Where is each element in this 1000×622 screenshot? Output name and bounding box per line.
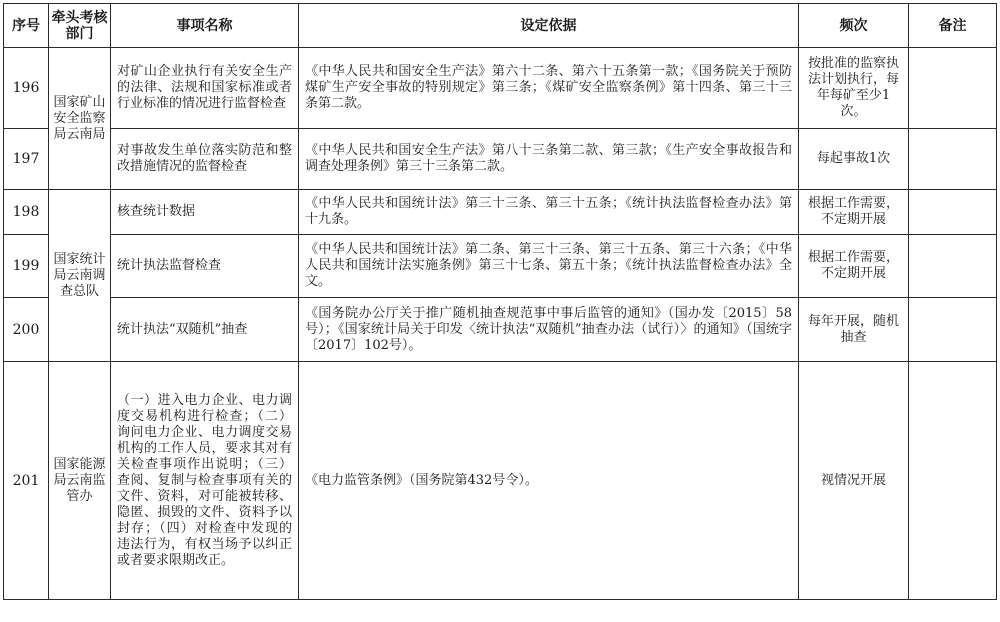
header-note: 备注 <box>909 4 997 48</box>
item-cell: 统计执法监督检查 <box>111 235 299 298</box>
freq-cell: 根据工作需要，不定期开展 <box>799 190 909 235</box>
freq-cell: 按批准的监察执法计划执行，每年每矿至少1次。 <box>799 48 909 129</box>
row-number: 198 <box>4 190 49 235</box>
header-freq: 频次 <box>799 4 909 48</box>
header-no: 序号 <box>4 4 49 48</box>
basis-cell: 《电力监管条例》（国务院第432号令）。 <box>299 362 799 600</box>
table-row <box>4 298 997 362</box>
header-row <box>4 4 997 48</box>
item-cell: （一）进入电力企业、电力调度交易机构进行检查；（二）询问电力企业、电力调度交易机构的工作人员，要求其对有关检查事项作出说明；（三）查阅、复制与检查事项有关的文件、资料，对可能被转移、隐匿、损毁的文件、资料予以封存；（四）对检查中发现的违法行为，有权当场予以纠正或者要求限期改正。 <box>111 362 299 600</box>
table-row <box>4 129 997 190</box>
note-cell <box>909 129 997 190</box>
header-basis: 设定依据 <box>299 4 799 48</box>
freq-cell: 视情况开展 <box>799 362 909 600</box>
table-row <box>4 362 997 600</box>
note-cell <box>909 298 997 362</box>
row-number: 196 <box>4 48 49 129</box>
basis-cell: 《中华人民共和国统计法》第二条、第三十三条、第三十五条、第三十六条；《中华人民共和国统计法实施条例》第三十七条、第五十条；《统计执法监督检查办法》全文。 <box>299 235 799 298</box>
item-cell: 对事故发生单位落实防范和整改措施情况的监督检查 <box>111 129 299 190</box>
table-row <box>4 235 997 298</box>
item-cell: 核查统计数据 <box>111 190 299 235</box>
basis-cell: 《中华人民共和国安全生产法》第八十三条第二款、第三款；《生产安全事故报告和调查处理条例》第三十三条第二款。 <box>299 129 799 190</box>
item-cell: 统计执法“双随机”抽查 <box>111 298 299 362</box>
item-cell: 对矿山企业执行有关安全生产的法律、法规和国家标准或者行业标准的情况进行监督检查 <box>111 48 299 129</box>
dept-cell: 国家矿山安全监察局云南局 <box>49 48 111 190</box>
note-cell <box>909 235 997 298</box>
note-cell <box>909 190 997 235</box>
table-row <box>4 48 997 129</box>
header-dept: 牵头考核部门 <box>49 4 111 48</box>
freq-cell: 根据工作需要，不定期开展 <box>799 235 909 298</box>
note-cell <box>909 362 997 600</box>
freq-cell: 每年开展，随机抽查 <box>799 298 909 362</box>
regulation-table <box>3 3 997 600</box>
table-row <box>4 190 997 235</box>
note-cell <box>909 48 997 129</box>
row-number: 199 <box>4 235 49 298</box>
header-item: 事项名称 <box>111 4 299 48</box>
row-number: 201 <box>4 362 49 600</box>
dept-cell: 国家能源局云南监管办 <box>49 362 111 600</box>
freq-cell: 每起事故1次 <box>799 129 909 190</box>
basis-cell: 《国务院办公厅关于推广随机抽查规范事中事后监管的通知》（国办发〔2015〕58号）；《国家统计局关于印发〈统计执法“双随机”抽查办法（试行）〉的通知》（国统字〔2017〕102号）。 <box>299 298 799 362</box>
row-number: 197 <box>4 129 49 190</box>
basis-cell: 《中华人民共和国安全生产法》第六十二条、第六十五条第一款；《国务院关于预防煤矿生产安全事故的特别规定》第三条；《煤矿安全监察条例》第十四条、第三十三条第二款。 <box>299 48 799 129</box>
dept-cell: 国家统计局云南调查总队 <box>49 190 111 362</box>
basis-cell: 《中华人民共和国统计法》第三十三条、第三十五条；《统计执法监督检查办法》第十九条。 <box>299 190 799 235</box>
row-number: 200 <box>4 298 49 362</box>
